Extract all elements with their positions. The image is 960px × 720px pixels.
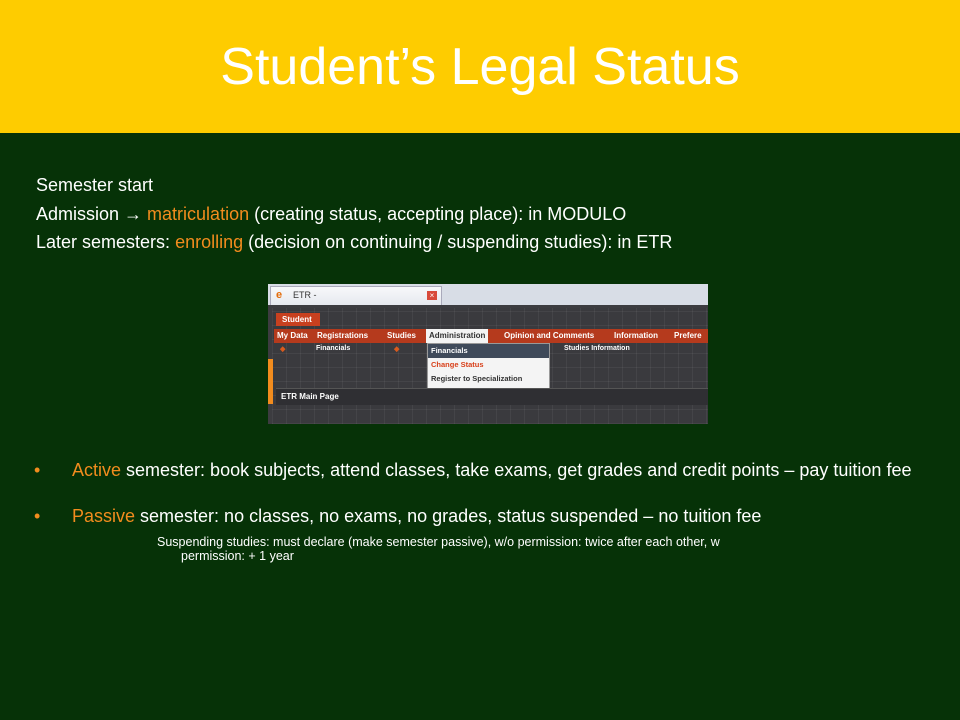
dropdown-item-financials[interactable]: Financials bbox=[428, 344, 549, 358]
dropdown-item-register-specialization[interactable]: Register to Specialization bbox=[431, 374, 523, 383]
highlight-matriculation: matriculation bbox=[147, 203, 250, 224]
bullet-active-semester bbox=[34, 459, 914, 481]
menu-item-my-data[interactable]: My Data bbox=[277, 331, 308, 340]
menu-item-preferences[interactable]: Prefere bbox=[674, 331, 702, 340]
highlight-active: Active bbox=[72, 460, 122, 480]
menu-item-studies[interactable]: Studies bbox=[387, 331, 416, 340]
intro-text bbox=[36, 171, 672, 257]
browser-e-icon: e bbox=[276, 289, 283, 301]
submenu-marker-icon: ◆ bbox=[280, 346, 286, 353]
intro-text-part: Admission → bbox=[36, 203, 148, 224]
intro-line-later-semesters bbox=[36, 228, 672, 257]
highlight-passive: Passive bbox=[72, 506, 136, 526]
etr-main-page-bar bbox=[276, 388, 708, 405]
close-icon[interactable]: × bbox=[427, 291, 437, 300]
sub-bullet-line: Suspending studies: must declare (make semester passive), w/o permission: twice after each other, w bbox=[157, 535, 720, 549]
bullet-dot-icon: • bbox=[34, 460, 41, 480]
bullet-list bbox=[34, 459, 914, 563]
browser-tab[interactable] bbox=[270, 286, 442, 305]
submenu-marker-icon: ◆ bbox=[394, 346, 400, 353]
slide-title: Student’s Legal Status bbox=[220, 38, 740, 96]
etr-main-page-label: ETR Main Page bbox=[281, 392, 339, 401]
intro-line-semester-start: Semester start bbox=[36, 175, 154, 195]
main-menu-bar bbox=[274, 329, 708, 343]
bullet-dot-icon: • bbox=[34, 506, 41, 526]
intro-text-part: Later semesters: bbox=[36, 232, 176, 252]
menu-item-administration[interactable]: Administration bbox=[426, 329, 488, 343]
sub-bullet-line: permission: + 1 year bbox=[181, 549, 294, 563]
sub-bullet-suspending bbox=[34, 535, 914, 563]
bullet-passive-semester bbox=[34, 505, 914, 527]
intro-text-part: (creating status, accepting place): in MODULO bbox=[249, 203, 627, 224]
browser-tab-bar bbox=[268, 284, 708, 305]
bullet-text: semester: no classes, no exams, no grades, status suspended – no tuition fee bbox=[135, 506, 762, 526]
student-tab[interactable]: Student bbox=[276, 313, 320, 326]
side-strip bbox=[268, 359, 273, 404]
dropdown-item-change-status[interactable]: Change Status bbox=[431, 360, 484, 369]
intro-text-part: (decision on continuing / suspending studies): in ETR bbox=[243, 232, 673, 252]
submenu-financials[interactable]: Financials bbox=[316, 345, 351, 352]
etr-screenshot bbox=[268, 284, 708, 424]
submenu-studies-information[interactable]: Studies Information bbox=[564, 345, 630, 352]
menu-item-information[interactable]: Information bbox=[614, 331, 658, 340]
highlight-enrolling: enrolling bbox=[175, 232, 244, 252]
intro-line-admission bbox=[36, 200, 672, 229]
menu-item-registrations[interactable]: Registrations bbox=[317, 331, 369, 340]
bullet-text: semester: book subjects, attend classes, take exams, get grades and credit points – pay tuition fee bbox=[121, 460, 912, 480]
browser-tab-title: ETR - bbox=[293, 290, 317, 300]
menu-item-opinion-comments[interactable]: Opinion and Comments bbox=[504, 331, 595, 340]
